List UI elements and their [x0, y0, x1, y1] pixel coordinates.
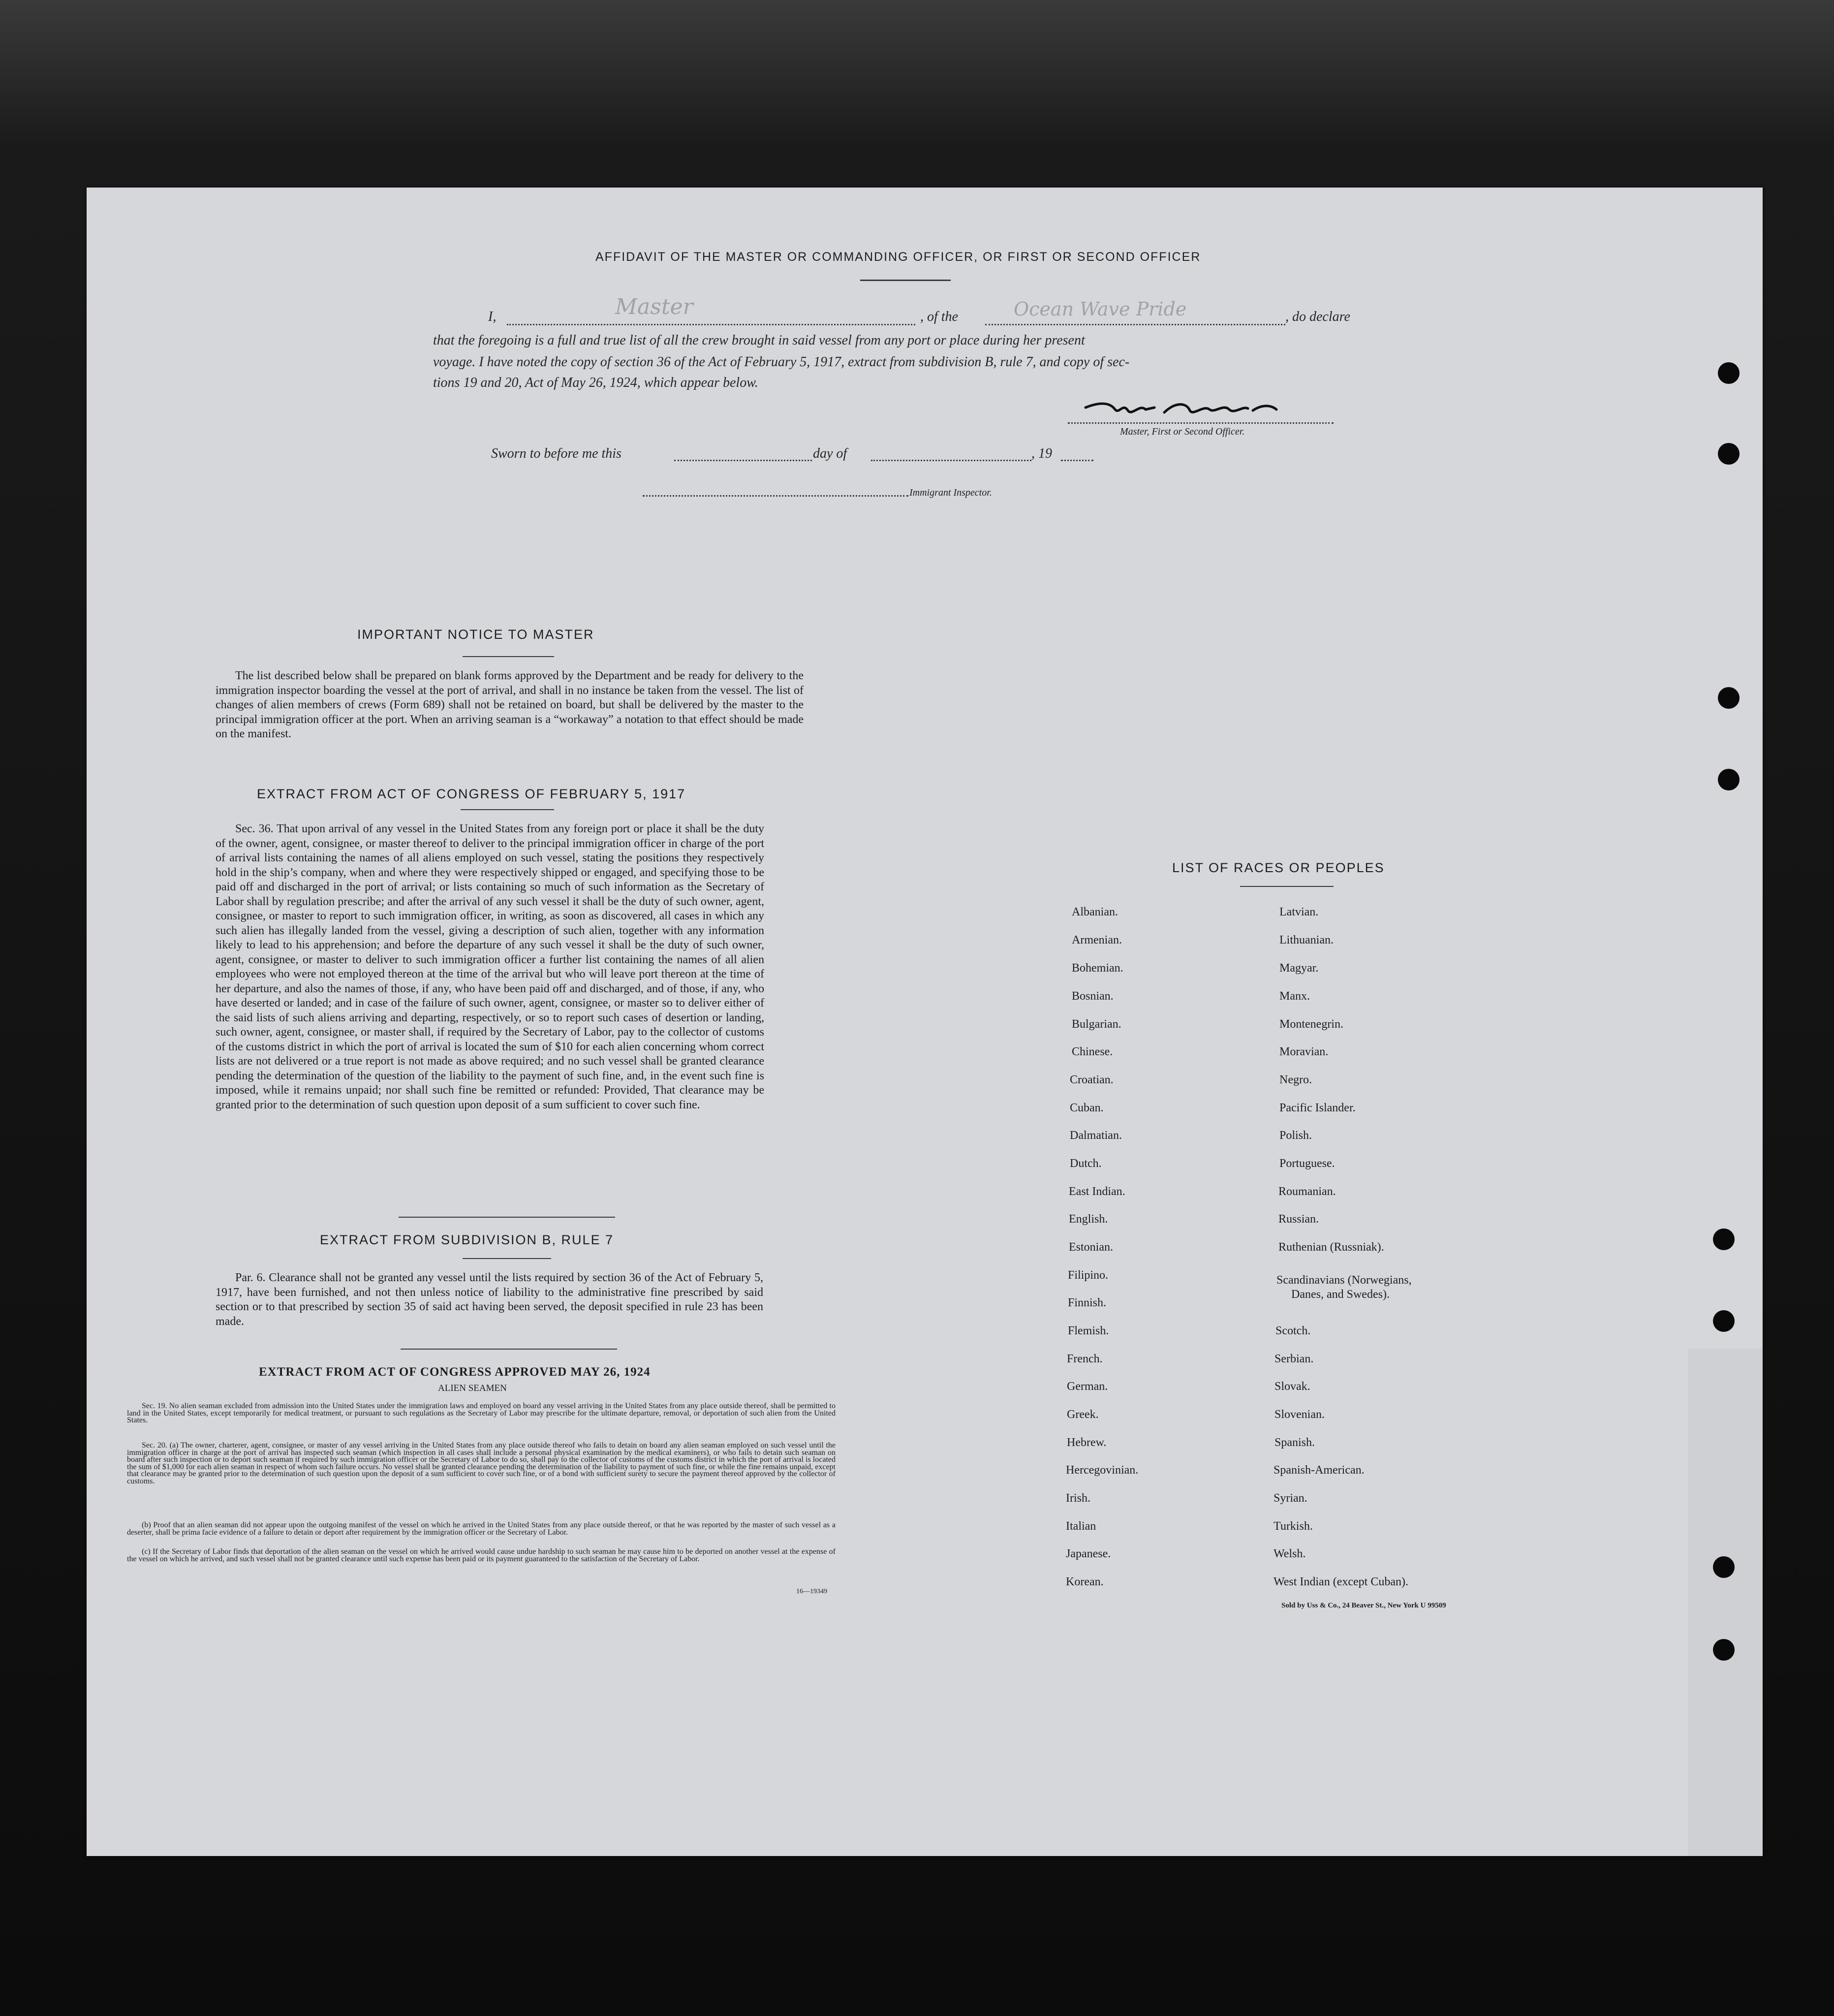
- notice-rule: [463, 656, 554, 657]
- race-left: Flemish.: [1068, 1324, 1109, 1337]
- rule7-rule: [463, 1258, 551, 1259]
- blank-master-name: [507, 324, 915, 325]
- race-right: Portuguese.: [1279, 1157, 1335, 1170]
- race-left: Chinese.: [1072, 1045, 1113, 1058]
- race-left: East Indian.: [1069, 1185, 1125, 1198]
- race-right: Spanish.: [1274, 1436, 1315, 1449]
- race-right: Scandinavians (Norwegians,: [1276, 1274, 1412, 1287]
- sec-20b-text: (b) Proof that an alien seaman did not appear upon the outgoing manifest of the vessel on which he arrived in the United States from any place outside thereof, or that he was reported by the master of such vessel as a deserter, shall be prima facie evidence of a failure to detain or deport after requirement by the immigration officer or the Secretary of Labor.: [127, 1521, 836, 1537]
- affidavit-title: AFFIDAVIT OF THE MASTER OR COMMANDING OFFICER, OR FIRST OR SECOND OFFICER: [595, 250, 1201, 264]
- race-right: Roumanian.: [1278, 1185, 1336, 1198]
- race-left: Hebrew.: [1067, 1436, 1107, 1449]
- race-right: Lithuanian.: [1279, 934, 1334, 946]
- race-left: Bosnian.: [1072, 990, 1114, 1003]
- race-right: Negro.: [1279, 1073, 1312, 1086]
- notice-text: The list described below shall be prepared on blank forms approved by the Department and be ready for delivery to the immigration inspector boarding the vessel at the port of arrival, and shall in no instance be taken from the vessel. The list of changes of alien members of crews (Form 689) shall not be retained on board, but shall be delivered by the master to the principal immigration officer at the port. When an arriving seaman is a “workaway” a notation to that effect should be made on the manifest.: [216, 669, 804, 740]
- inspector-caption: Immigrant Inspector.: [909, 487, 992, 498]
- binder-hole: [1713, 1556, 1735, 1578]
- extract-1924-top-rule: [401, 1349, 617, 1350]
- affidavit-i: I,: [488, 309, 497, 324]
- handwritten-vessel: Ocean Wave Pride: [1014, 298, 1187, 320]
- race-right: Turkish.: [1274, 1520, 1313, 1533]
- extract-1917-rule: [461, 809, 554, 810]
- race-left: Korean.: [1066, 1575, 1104, 1588]
- blank-sworn-day: [674, 460, 812, 461]
- sec-20c-text: (c) If the Secretary of Labor finds that deportation of the alien seaman on the vessel on which he arrived would cause undue hardship to such seaman he may cause him to be deported on another vessel at the expense of the vessel on which he arrived, and such vessel shall not be granted clearance until such expense has been paid or its payment guaranteed to the satisfaction of the Secretary of Labor.: [127, 1547, 836, 1563]
- race-right: Slovak.: [1274, 1380, 1310, 1393]
- race-right: Welsh.: [1274, 1547, 1306, 1560]
- rule7-text: Par. 6. Clearance shall not be granted any vessel until the lists required by section 36 of the Act of February 5, 1917, have been furnished, and not then unless notice of liability to the administrative fine prescribed by said section or to that prescribed by section 35 of said act having been served, the deposit specified in rule 23 has been made.: [216, 1271, 763, 1328]
- race-right: Slovenian.: [1274, 1408, 1325, 1421]
- race-right: Syrian.: [1274, 1492, 1307, 1505]
- binder-hole: [1713, 1310, 1735, 1332]
- race-left: Estonian.: [1069, 1241, 1113, 1254]
- race-right: Magyar.: [1279, 962, 1319, 975]
- race-right: Moravian.: [1279, 1045, 1329, 1058]
- signature-line: [1068, 422, 1334, 424]
- race-right: Latvian.: [1279, 906, 1319, 918]
- handwritten-master: Master: [615, 294, 693, 319]
- sec-19-text: Sec. 19. No alien seaman excluded from admission into the United States under the immigration laws and employed on board any vessel arriving in the United States from any place outside thereof, shall be permitted to land in the United States, except temporarily for medical treatment, or pursuant to such regulations as the Secretary of Labor may prescribe for the ultimate departure, removal, or deportation of such alien from the United States.: [127, 1402, 836, 1425]
- race-right: Serbian.: [1274, 1353, 1314, 1365]
- race-left: Filipino.: [1068, 1269, 1109, 1282]
- binder-hole: [1718, 443, 1740, 465]
- race-left: Hercegovinian.: [1066, 1464, 1139, 1477]
- printer-credit: Sold by Uss & Co., 24 Beaver St., New York U 99509: [1281, 1602, 1446, 1609]
- affidavit-line-4: tions 19 and 20, Act of May 26, 1924, which appear below.: [433, 375, 758, 390]
- sworn-day-of: day of: [813, 446, 847, 461]
- sheet-edge-step: [1688, 1349, 1763, 1856]
- race-left: Cuban.: [1070, 1102, 1104, 1114]
- binder-hole: [1718, 362, 1740, 384]
- race-right: Russian.: [1278, 1213, 1319, 1226]
- title-rule: [860, 280, 951, 281]
- race-left: Dalmatian.: [1070, 1129, 1122, 1142]
- binder-hole: [1718, 687, 1740, 709]
- race-left: Armenian.: [1072, 934, 1122, 946]
- race-left: Bulgarian.: [1072, 1018, 1121, 1031]
- blank-sworn-month: [871, 460, 1031, 461]
- race-left: French.: [1067, 1353, 1103, 1365]
- binder-hole: [1713, 1639, 1735, 1661]
- race-right: West Indian (except Cuban).: [1274, 1575, 1408, 1588]
- affidavit-line-2: that the foregoing is a full and true list of all the crew brought in said vessel from any port or place during her present: [433, 333, 1085, 348]
- extract-1924-heading: EXTRACT FROM ACT OF CONGRESS APPROVED MAY 26, 1924: [259, 1365, 651, 1379]
- binder-hole: [1718, 769, 1740, 790]
- race-left: Irish.: [1066, 1492, 1090, 1505]
- race-left: German.: [1067, 1380, 1108, 1393]
- extract-1917-heading: EXTRACT FROM ACT OF CONGRESS OF FEBRUARY 5, 1917: [257, 787, 686, 801]
- blank-inspector: [643, 495, 908, 497]
- race-left: Albanian.: [1072, 906, 1118, 918]
- notice-heading: IMPORTANT NOTICE TO MASTER: [357, 627, 594, 642]
- binder-hole: [1713, 1228, 1735, 1250]
- affidavit-declare: , do declare: [1285, 309, 1350, 324]
- signature-caption: Master, First or Second Officer.: [1120, 426, 1245, 437]
- race-right: Montenegrin.: [1279, 1018, 1343, 1031]
- race-left: Bohemian.: [1072, 962, 1123, 975]
- race-left: English.: [1069, 1213, 1108, 1226]
- extract-1917-text: Sec. 36. That upon arrival of any vessel in the United States from any foreign port or place it shall be the duty of the owner, agent, consignee, or master thereof to deliver to the principal immigration officer in charge of the port of arrival lists containing the names of all aliens employed on such vessel, stating the positions they respectively hold in the ship’s company, when and where they were respectively shipped or engaged, and specifying those to be paid off and discharged in the port of arrival; or lists containing so much of such information as the Secretary of Labor shall by regulation prescribe; and after the arrival of any such vessel it shall be the duty of such owner, agent, consignee, or master to report to such immigration officer, in writing, as soon as discovered, all cases in which any such alien has illegally landed from the vessel, giving a description of such alien, together with any information likely to lead to his apprehension; and before the departure of any such vessel it shall be the duty of such owner, agent, consignee, or master to deliver to such immigration officer a further list containing the names of all alien employees who were not employed thereon at the time of the arrival but who will leave port thereon at the time of her departure, and also the names of those, if any, who have been paid off and discharged, and of those, if any, who have deserted or landed; and in case of the failure of such owner, agent, consignee, or master so to deliver either of the said lists of such aliens arriving and departing, respectively, or so to report such cases of desertion or landing, such owner, agent, consignee, or master shall, if required by the Secretary of Labor, pay to the collector of customs of the customs district in which the port of arrival is located the sum of $10 for each alien concerning whom correct lists are not delivered or a true report is not made as above required; and no such vessel shall be granted clearance pending the determination of the question of the liability to the payment of such fine, and, in the event such fine is imposed, while it remains unpaid; nor shall such fine be remitted or refunded: Provided, That clearance may be granted prior to the determination of such question upon deposit of a sum sufficient to cover such fine.: [216, 822, 764, 1111]
- rule7-heading: EXTRACT FROM SUBDIVISION B, RULE 7: [320, 1232, 614, 1247]
- race-left: Japanese.: [1066, 1547, 1111, 1560]
- affidavit-line-3: voyage. I have noted the copy of section 36 of the Act of February 5, 1917, extract from subdivision B, rule 7, and copy of sec-: [433, 354, 1130, 370]
- race-right: Polish.: [1279, 1129, 1312, 1142]
- races-rule: [1240, 886, 1334, 887]
- race-right: Spanish-American.: [1274, 1464, 1365, 1477]
- sworn-year: , 19: [1031, 446, 1052, 461]
- form-number: 16—19349: [796, 1588, 827, 1595]
- race-left: Finnish.: [1068, 1296, 1107, 1309]
- race-left: Italian: [1066, 1520, 1096, 1533]
- race-right: Pacific Islander.: [1279, 1102, 1356, 1114]
- races-heading: LIST OF RACES OR PEOPLES: [1172, 860, 1385, 875]
- race-right: Scotch.: [1275, 1324, 1311, 1337]
- race-left: Croatian.: [1070, 1073, 1114, 1086]
- race-right: Danes, and Swedes).: [1291, 1288, 1390, 1301]
- race-right: Manx.: [1279, 990, 1310, 1003]
- blank-vessel-name: [985, 324, 1285, 325]
- rule7-top-rule: [399, 1217, 615, 1218]
- affidavit-of-the: , of the: [920, 309, 958, 324]
- extract-1924-subheading: ALIEN SEAMEN: [438, 1383, 507, 1393]
- sworn-prefix: Sworn to before me this: [491, 446, 622, 461]
- race-left: Dutch.: [1070, 1157, 1102, 1170]
- sec-20a-text: Sec. 20. (a) The owner, charterer, agent, consignee, or master of any vessel arriving in the United States from any place outside thereof who fails to detain on board any alien seaman employed on such vessel until the immigration officer in charge at the port of arrival has inspected such seaman (which inspection in all cases shall include a personal physical examination by the medical examiners), or who fails to detain such seaman on board after such inspection or to deport such seaman if required by such immigration officer or the Secretary of Labor to do so, shall pay to the collector of customs of the customs district in which the port of arrival is located the sum of $1,000 for each alien seaman in respect of whom such failure occurs. No vessel shall be granted clearance pending the determination of the liability to payment of such fine, or while the fine remains unpaid, except that clearance may be granted prior to the determination of such question upon the deposit of a sum sufficient to cover such fine, or of a bond with sufficient surety to secure the payment thereof approved by the collector of customs.: [127, 1441, 836, 1485]
- blank-sworn-year: [1061, 460, 1093, 461]
- race-right: Ruthenian (Russniak).: [1278, 1241, 1384, 1254]
- race-left: Greek.: [1067, 1408, 1099, 1421]
